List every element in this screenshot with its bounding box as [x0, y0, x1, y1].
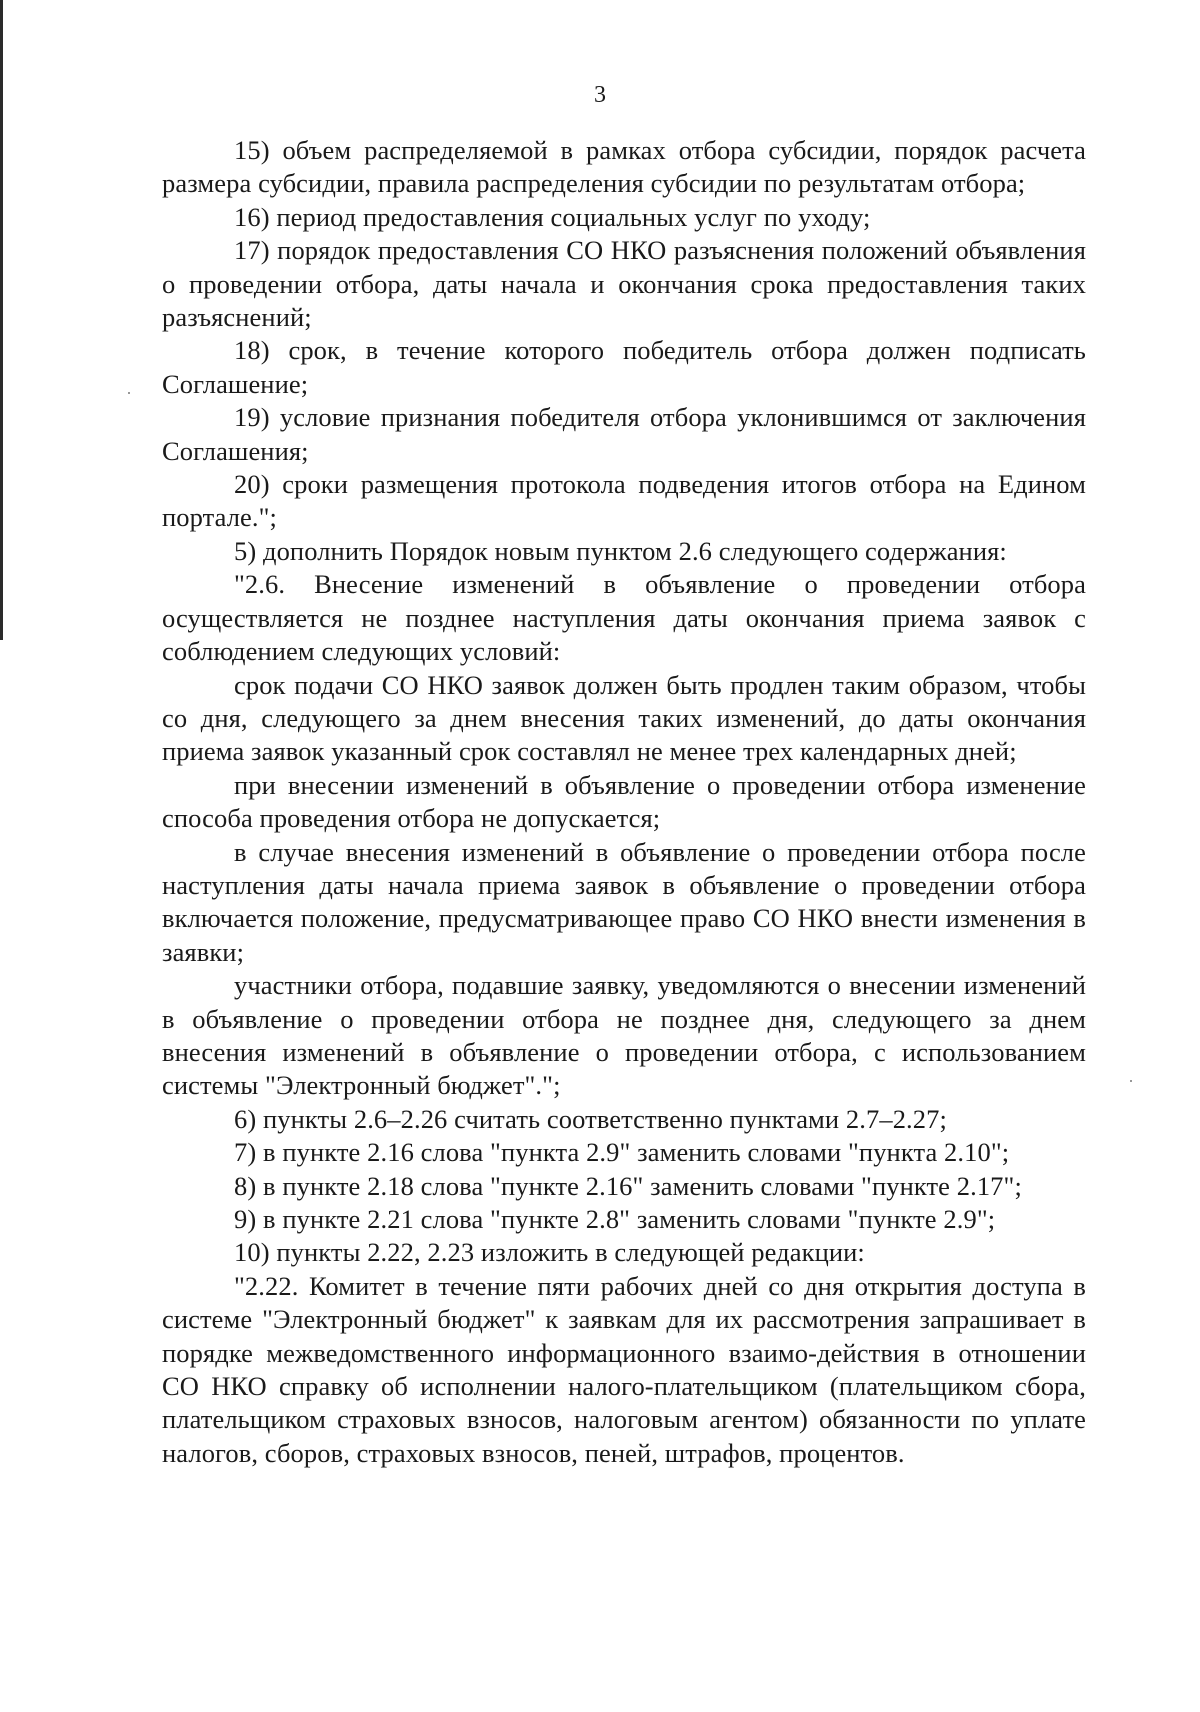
paragraph-clause-2-22: "2.22. Комитет в течение пяти рабочих дней со дня открытия доступа в системе "Электронный бюджет" к заявкам для их рассмотрения запрашивает в порядке межведомственного информационного взаимо-действия в отношении СО НКО справку об исполнении налого-плательщиком (плательщиком сбора, плательщиком страховых взносов, налоговым агентом) обязанности по уплате налогов, сборов, страховых взносов, пеней, штрафов, процентов.: [162, 1270, 1086, 1468]
paragraph-amendment-8: 8) в пункте 2.18 слова "пункте 2.16" заменить словами "пункте 2.17";: [234, 1170, 1022, 1201]
paragraph-condition-method: при внесении изменений в объявление о проведении отбора изменение способа проведения отбора не допускается;: [162, 769, 1086, 834]
paragraph-amendment-7: 7) в пункте 2.16 слова "пункта 2.9" заменить словами "пункта 2.10";: [234, 1137, 1010, 1168]
paragraph-amendment-5: 5) дополнить Порядок новым пунктом 2.6 следующего содержания:: [234, 535, 1007, 566]
document-body: [162, 134, 1086, 1470]
page-number: 3: [594, 82, 606, 108]
paragraph-clause-2-6: "2.6. Внесение изменений в объявление о проведении отбора осуществляется не позднее наступления даты окончания приема заявок с соблюдением следующих условий:: [162, 569, 1086, 667]
paragraph-item-20: 20) сроки размещения протокола подведения итогов отбора на Едином портале.";: [162, 469, 1086, 533]
paragraph-item-17: 17) порядок предоставления СО НКО разъяснения положений объявления о проведении отбора, даты начала и окончания срока предоставления таких разъяснений;: [162, 235, 1086, 333]
paragraph-condition-deadline: срок подачи СО НКО заявок должен быть продлен таким образом, чтобы со дня, следующего за днем внесения таких изменений, до даты окончания приема заявок указанный срок составлял не менее трех календарных дней;: [162, 669, 1086, 767]
paragraph-amendment-6: 6) пункты 2.6–2.26 считать соответственно пунктами 2.7–2.27;: [234, 1103, 947, 1134]
paragraph-condition-applications: в случае внесения изменений в объявление о проведении отбора после наступления даты начала приема заявок в объявление о проведении отбора включается положение, предусматривающее право СО НКО внести изменения в заявки;: [162, 836, 1086, 967]
paragraph-amendment-9: 9) в пункте 2.21 слова "пункте 2.8" заменить словами "пункте 2.9";: [234, 1204, 996, 1234]
scan-speck: [1130, 1080, 1132, 1082]
paragraph-item-16: 16) период предоставления социальных услуг по уходу;: [234, 201, 871, 232]
paragraph-item-15: 15) объем распределяемой в рамках отбора субсидии, порядок расчета размера субсидии, правила распределения субсидии по результатам отбора;: [162, 135, 1086, 199]
paragraph-item-18: 18) срок, в течение которого победитель отбора должен подписать Соглашение;: [162, 335, 1086, 399]
paragraph-item-19: 19) условие признания победителя отбора уклонившимся от заключения Соглашения;: [162, 402, 1086, 466]
paragraph-amendment-10: 10) пункты 2.22, 2.23 изложить в следующей редакции:: [234, 1237, 865, 1268]
paragraph-condition-notification: участники отбора, подавшие заявку, уведомляются о внесении изменений в объявление о проведении отбора не позднее дня, следующего за днем внесения изменений в объявление о проведении отбора, с использованием системы "Электронный бюджет".";: [162, 970, 1086, 1101]
scan-speck: [128, 392, 130, 394]
